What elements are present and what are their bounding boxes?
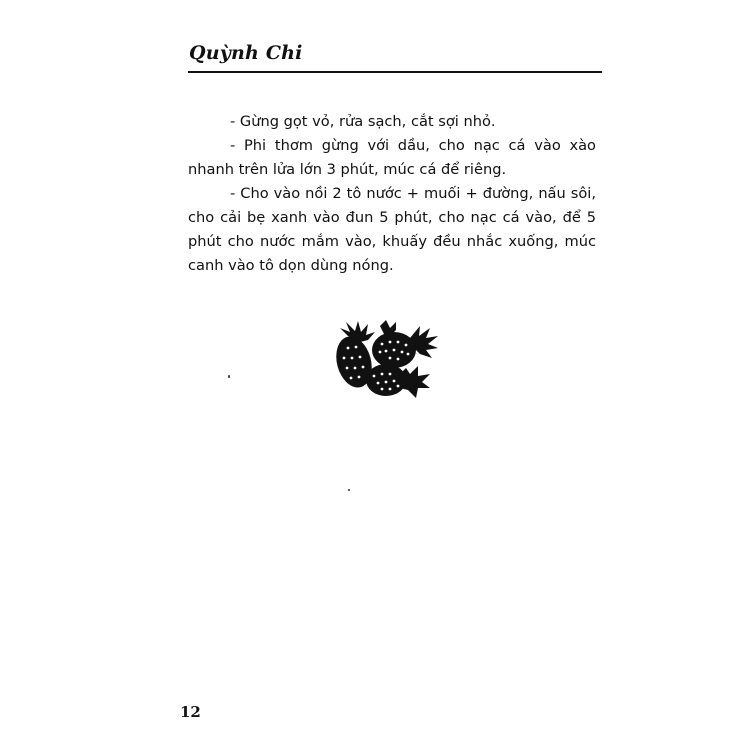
print-speck: [228, 375, 230, 378]
paragraph-3: - Cho vào nồi 2 tô nước + muối + đường, nấu sôi, cho cải bẹ xanh vào đun 5 phút, cho nạc cá vào, để 5 phút cho nước mắm vào, khuấy đều nhắc xuống, múc canh vào tô dọn dùng nóng.: [188, 185, 596, 274]
running-header-title: Quỳnh Chi: [189, 42, 303, 64]
print-speck: [348, 489, 350, 491]
recipe-text: [188, 110, 596, 278]
paragraph-1: - Gừng gọt vỏ, rửa sạch, cắt sợi nhỏ.: [230, 113, 496, 130]
strawberry-cluster-icon: [330, 318, 440, 400]
paragraph-2: - Phi thơm gừng với dầu, cho nạc cá vào xào nhanh trên lửa lớn 3 phút, múc cá để riêng.: [188, 137, 596, 178]
header-rule: [188, 71, 602, 73]
page-number: 12: [180, 703, 201, 721]
